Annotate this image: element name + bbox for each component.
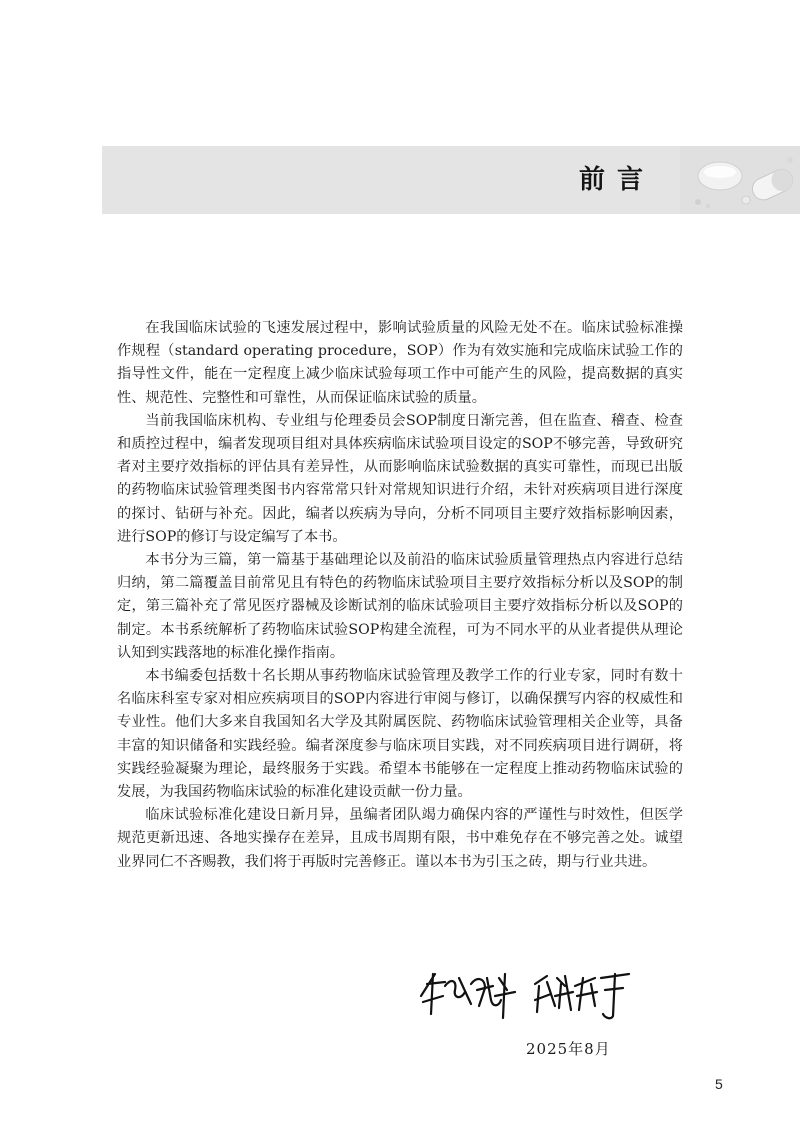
date: 2025年8月: [526, 1040, 611, 1058]
paragraph-3: 本书分为三篇，第一篇基于基础理论以及前沿的临床试验质量管理热点内容进行总结归纳，第二篇覆盖目前常见且有特色的药物临床试验项目主要疗效指标分析以及SOP的制定，第三篇补充了常见医疗器械及诊断试剂的临床试验项目主要疗效指标分析以及SOP的制定。本书系统解析了药物临床试验SOP构建全流程，可为不同水平的从业者提供从理论认知到实践落地的标准化操作指南。: [117, 552, 683, 661]
paragraph-4: 本书编委包括数十名长期从事药物临床试验管理及教学工作的行业专家，同时有数十名临床科室专家对相应疾病项目的SOP内容进行审阅与修订，以确保撰写内容的权威性和专业性。他们大多来自我国知名大学及其附属医院、药物临床试验管理相关企业等，具备丰富的知识储备和实践经验。编者深度参与临床项目实践，对不同疾病项目进行调研，将实践经验凝聚为理论，最终服务于实践。希望本书能够在一定程度上推动药物临床试验的发展，为我国药物临床试验的标准化建设贡献一份力量。: [117, 668, 683, 801]
capsule-decoration-icon: [680, 146, 800, 214]
header-band: [102, 146, 800, 214]
handwritten-signature-icon: [415, 956, 645, 1026]
paragraph-2: 当前我国临床机构、专业组与伦理委员会SOP制度日渐完善，但在监查、稽查、检查和质控过程中，编者发现项目组对具体疾病临床试验项目设定的SOP不够完善，导致研究者对主要疗效指标的评估具有差异性，从而影响临床试验数据的真实可靠性，而现已出版的药物临床试验管理类图书内容常常只针对常规知识进行介绍，未针对疾病项目进行深度的探讨、钻研与补充。因此，编者以疾病为导向，分析不同项目主要疗效指标影响因素，进行SOP的修订与设定编写了本书。: [117, 412, 683, 545]
preface-body: [117, 317, 683, 874]
page-number: 5: [715, 1076, 723, 1092]
paragraph-1: 在我国临床试验的飞速发展过程中，影响试验质量的风险无处不在。临床试验标准操作规程（standard operating procedure，SOP）作为有效实施和完成临床试验工作的指导性文件，能在一定程度上减少临床试验每项工作中可能产生的风险，提高数据的真实性、规范性、完整性和可靠性，从而保证临床试验的质量。: [117, 320, 683, 406]
paragraph-5: 临床试验标准化建设日新月异，虽编者团队竭力确保内容的严谨性与时效性，但医学规范更新迅速、各地实操存在差异，且成书周期有限，书中难免存在不够完善之处。诚望业界同仁不吝赐教，我们将于再版时完善修正。谨以本书为引玉之砖，期与行业共进。: [117, 807, 683, 870]
page-title: 前言: [578, 165, 655, 195]
